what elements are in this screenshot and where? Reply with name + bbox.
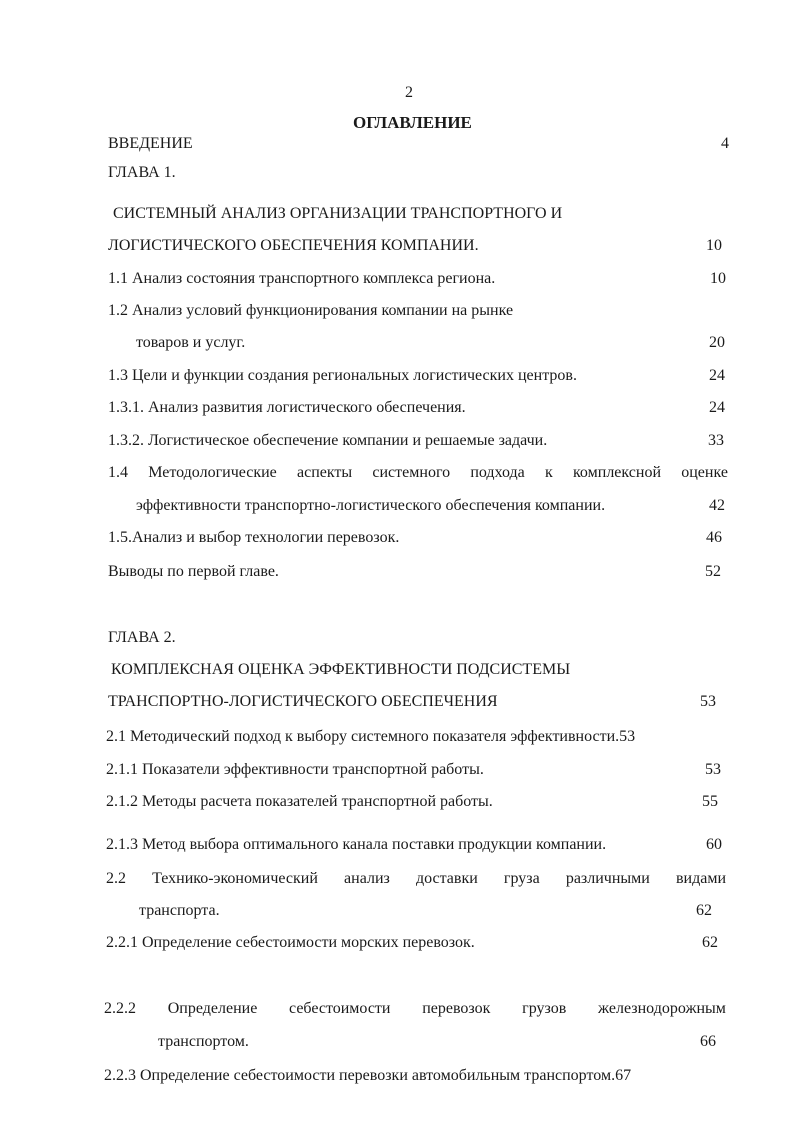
- toc-entry: 2.1.2 Методы расчета показателей транспортной работы.: [106, 793, 493, 810]
- toc-title: ОГЛАВЛЕНИЕ: [353, 113, 472, 132]
- toc-entry: 1.2 Анализ условий функционирования компании на рынке: [108, 302, 514, 319]
- toc-page: 53: [705, 761, 721, 778]
- toc-page: 33: [708, 432, 724, 449]
- word: железнодорожным: [598, 1000, 726, 1017]
- word: Определение: [167, 1000, 258, 1017]
- toc-page: 55: [702, 793, 718, 810]
- toc-page: 10: [710, 270, 726, 287]
- toc-entry-justified: [108, 463, 728, 483]
- toc-entry-justified: [104, 999, 726, 1019]
- word: оценке: [681, 464, 728, 481]
- chapter1-title-line1: СИСТЕМНЫЙ АНАЛИЗ ОРГАНИЗАЦИИ ТРАНСПОРТНОГО И: [113, 205, 563, 222]
- toc-page: 24: [709, 367, 725, 384]
- toc-entry: 2.1 Методический подход к выбору системного показателя эффективности.53: [106, 728, 636, 745]
- toc-entry: эффективности транспортно-логистического обеспечения компании.: [136, 497, 606, 514]
- word: себестоимости: [289, 1000, 391, 1017]
- word: аспекты: [297, 464, 353, 481]
- toc-entry: 1.1 Анализ состояния транспортного комплекса региона.: [108, 270, 496, 287]
- word: видами: [675, 870, 726, 887]
- word: к: [544, 464, 553, 481]
- toc-page: 60: [706, 836, 722, 853]
- toc-page: 66: [700, 1033, 716, 1050]
- toc-page-intro: 4: [721, 135, 729, 152]
- toc-entry-intro: ВВЕДЕНИЕ: [108, 135, 193, 152]
- chapter2-title-page: 53: [700, 693, 716, 710]
- chapter1-heading: ГЛАВА 1.: [108, 164, 176, 181]
- toc-entry: 1.3.2. Логистическое обеспечение компании и решаемые задачи.: [108, 432, 548, 449]
- toc-page: 20: [709, 334, 725, 351]
- word: Технико-экономический: [152, 870, 318, 887]
- chapter1-title-page: 10: [706, 237, 722, 254]
- word: комплексной: [572, 464, 661, 481]
- toc-entry: 2.1.1 Показатели эффективности транспортной работы.: [106, 761, 484, 778]
- toc-page: 52: [705, 563, 721, 580]
- word: 2.2.2: [104, 1000, 136, 1017]
- chapter1-title-line2: ЛОГИСТИЧЕСКОГО ОБЕСПЕЧЕНИЯ КОМПАНИИ.: [108, 237, 479, 254]
- word: 2.2: [106, 870, 126, 887]
- toc-page: 42: [709, 497, 725, 514]
- word: грузов: [522, 1000, 567, 1017]
- toc-entry: товаров и услуг.: [136, 334, 246, 351]
- toc-page: 46: [706, 529, 722, 546]
- word: различными: [565, 870, 650, 887]
- word: подхода: [470, 464, 525, 481]
- toc-entry: 2.2.1 Определение себестоимости морских перевозок.: [106, 934, 475, 951]
- toc-entry-justified: [106, 869, 726, 889]
- word: системного: [372, 464, 451, 481]
- toc-entry: 1.5.Анализ и выбор технологии перевозок.: [108, 529, 400, 546]
- word: анализ: [344, 870, 390, 887]
- toc-entry: Выводы по первой главе.: [108, 563, 279, 580]
- chapter2-title-line1: КОМПЛЕКСНАЯ ОЦЕНКА ЭФФЕКТИВНОСТИ ПОДСИСТЕМЫ: [111, 661, 571, 678]
- toc-entry: транспортом.: [158, 1033, 249, 1050]
- toc-entry: 1.3.1. Анализ развития логистического обеспечения.: [108, 399, 466, 416]
- word: Методологические: [148, 464, 277, 481]
- word: перевозок: [422, 1000, 491, 1017]
- toc-entry: транспорта.: [139, 902, 220, 919]
- chapter2-heading: ГЛАВА 2.: [108, 629, 176, 646]
- word: доставки: [415, 870, 478, 887]
- toc-page: 62: [702, 934, 718, 951]
- toc-entry: 1.3 Цели и функции создания региональных логистических центров.: [108, 367, 577, 384]
- toc-page: 62: [696, 902, 712, 919]
- page-number: 2: [405, 84, 413, 101]
- toc-entry: 2.2.3 Определение себестоимости перевозки автомобильным транспортом.67: [104, 1067, 632, 1084]
- chapter2-title-line2: ТРАНСПОРТНО-ЛОГИСТИЧЕСКОГО ОБЕСПЕЧЕНИЯ: [108, 693, 498, 710]
- word: 1.4: [108, 464, 128, 481]
- toc-page: 24: [709, 399, 725, 416]
- word: груза: [503, 870, 540, 887]
- toc-entry: 2.1.3 Метод выбора оптимального канала поставки продукции компании.: [106, 836, 607, 853]
